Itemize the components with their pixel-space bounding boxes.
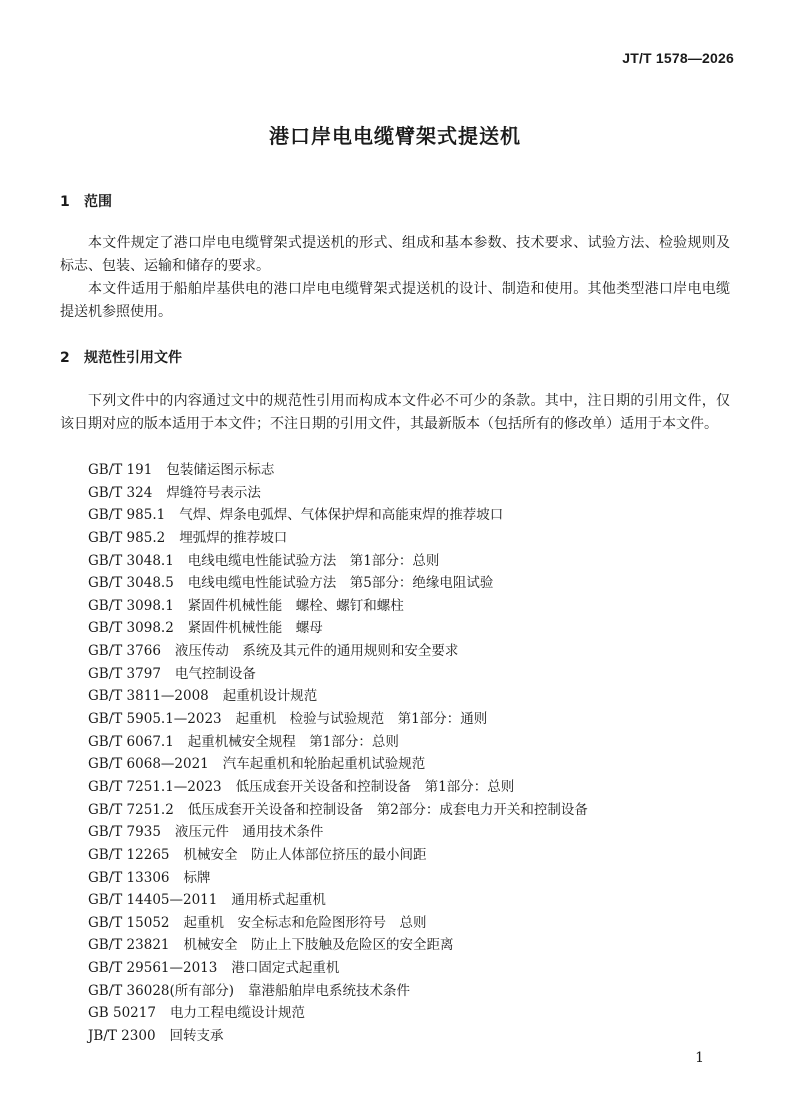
section-2-intro: 下列文件中的内容通过文中的规范性引用而构成本文件必不可少的条款。其中，注日期的引用文件，仅该日期对应的版本适用于本文件；不注日期的引用文件，其最新版本（包括所有的修改单）适用于本文件。 xyxy=(60,393,730,432)
reference-title: 低压成套开关设备和控制设备 第2部分：成套电力开关和控制设备 xyxy=(187,801,588,818)
reference-item xyxy=(88,731,588,754)
reference-code: GB/T 12265 xyxy=(88,846,170,863)
reference-title: 靠港船舶岸电系统技术条件 xyxy=(248,982,411,999)
section-1-paragraph-1: 本文件规定了港口岸电电缆臂架式提送机的形式、组成和基本参数、技术要求、试验方法、检验规则及标志、包装、运输和储存的要求。 xyxy=(60,235,730,274)
reference-title: 通用桥式起重机 xyxy=(231,892,326,909)
reference-title: 汽车起重机和轮胎起重机试验规范 xyxy=(222,756,426,773)
section-2-number: 2 xyxy=(60,350,70,366)
reference-title: 标牌 xyxy=(183,869,211,886)
reference-item xyxy=(88,1002,588,1025)
reference-item xyxy=(88,867,588,890)
reference-item xyxy=(88,663,588,686)
reference-title: 焊缝符号表示法 xyxy=(166,484,261,501)
reference-code: GB/T 985.1 xyxy=(88,507,166,524)
reference-item xyxy=(88,1025,588,1048)
reference-item xyxy=(88,889,588,912)
page-number: 1 xyxy=(695,1050,704,1066)
reference-title: 包装储运图示标志 xyxy=(166,462,275,478)
reference-code: GB/T 6068—2021 xyxy=(88,756,209,773)
reference-title: 起重机械安全规程 第1部分：总则 xyxy=(187,733,399,750)
reference-code: GB/T 6067.1 xyxy=(88,733,174,750)
reference-title: 紧固件机械性能 螺栓、螺钉和螺柱 xyxy=(187,597,404,614)
reference-item xyxy=(88,708,588,731)
reference-title: 低压成套开关设备和控制设备 第1部分：总则 xyxy=(235,778,515,795)
reference-title: 回转支承 xyxy=(169,1028,224,1045)
reference-code: GB/T 7935 xyxy=(88,824,161,841)
section-1-heading xyxy=(60,191,112,211)
section-1-title: 范围 xyxy=(84,194,112,210)
reference-title: 起重机设计规范 xyxy=(222,688,318,705)
reference-title: 液压元件 通用技术条件 xyxy=(174,824,324,841)
reference-item xyxy=(88,912,588,935)
reference-title: 港口固定式起重机 xyxy=(231,960,340,977)
reference-item xyxy=(88,595,588,618)
reference-item xyxy=(88,957,588,980)
reference-code: GB/T 324 xyxy=(88,484,153,501)
reference-code: GB/T 3811—2008 xyxy=(88,688,209,705)
reference-item xyxy=(88,934,588,957)
reference-item xyxy=(88,617,588,640)
reference-code: GB/T 3098.2 xyxy=(88,620,174,637)
reference-title: 起重机 检验与试验规范 第1部分：通则 xyxy=(235,711,488,728)
reference-item xyxy=(88,844,588,867)
reference-item xyxy=(88,527,588,550)
reference-title: 起重机 安全标志和危险图形符号 总则 xyxy=(183,914,427,931)
section-1-paragraph-2: 本文件适用于船舶岸基供电的港口岸电电缆臂架式提送机的设计、制造和使用。其他类型港口岸电电缆提送机参照使用。 xyxy=(60,281,730,320)
reference-code: GB/T 3048.5 xyxy=(88,575,174,592)
reference-item xyxy=(88,685,588,708)
reference-item xyxy=(88,753,588,776)
reference-item xyxy=(88,980,588,1003)
reference-code: GB/T 191 xyxy=(88,462,153,478)
reference-code: GB/T 3797 xyxy=(88,665,161,682)
reference-item xyxy=(88,776,588,799)
section-1-number: 1 xyxy=(60,194,70,210)
reference-code: JB/T 2300 xyxy=(88,1028,156,1045)
reference-title: 电力工程电缆设计规范 xyxy=(169,1005,305,1022)
reference-title: 电线电缆电性能试验方法 第5部分：绝缘电阻试验 xyxy=(187,575,494,592)
reference-title: 埋弧焊的推荐坡口 xyxy=(179,529,288,546)
section-2-heading xyxy=(60,347,182,367)
reference-code: GB/T 5905.1—2023 xyxy=(88,711,222,728)
reference-item xyxy=(88,799,588,822)
reference-item xyxy=(88,459,588,482)
reference-item xyxy=(88,482,588,505)
reference-code: GB/T 985.2 xyxy=(88,529,166,546)
reference-item xyxy=(88,550,588,573)
document-title: 港口岸电电缆臂架式提送机 xyxy=(269,124,521,148)
section-2-title: 规范性引用文件 xyxy=(84,350,182,366)
reference-item xyxy=(88,572,588,595)
reference-title: 电气控制设备 xyxy=(174,665,256,682)
reference-title: 液压传动 系统及其元件的通用规则和安全要求 xyxy=(174,643,459,660)
reference-code: GB/T 13306 xyxy=(88,869,170,886)
reference-title: 机械安全 防止上下肢触及危险区的安全距离 xyxy=(183,937,454,954)
reference-code: GB/T 7251.1—2023 xyxy=(88,778,222,795)
reference-code: GB/T 3098.1 xyxy=(88,597,174,614)
reference-code: GB/T 14405—2011 xyxy=(88,892,218,909)
reference-code: GB/T 15052 xyxy=(88,914,170,931)
reference-code: GB/T 36028(所有部分) xyxy=(88,982,235,999)
reference-title: 电线电缆电性能试验方法 第1部分：总则 xyxy=(187,552,440,569)
reference-item xyxy=(88,504,588,527)
normative-references-list xyxy=(88,459,588,1048)
reference-title: 机械安全 防止人体部位挤压的最小间距 xyxy=(183,846,427,863)
reference-item xyxy=(88,640,588,663)
reference-title: 紧固件机械性能 螺母 xyxy=(187,620,323,637)
reference-title: 气焊、焊条电弧焊、气体保护焊和高能束焊的推荐坡口 xyxy=(179,507,504,524)
reference-code: GB/T 29561—2013 xyxy=(88,960,218,977)
reference-code: GB/T 3048.1 xyxy=(88,552,174,569)
document-code: JT/T 1578—2026 xyxy=(622,50,734,66)
reference-item xyxy=(88,821,588,844)
reference-code: GB/T 7251.2 xyxy=(88,801,174,818)
reference-code: GB/T 3766 xyxy=(88,643,161,660)
reference-code: GB/T 23821 xyxy=(88,937,170,954)
reference-code: GB 50217 xyxy=(88,1005,156,1022)
